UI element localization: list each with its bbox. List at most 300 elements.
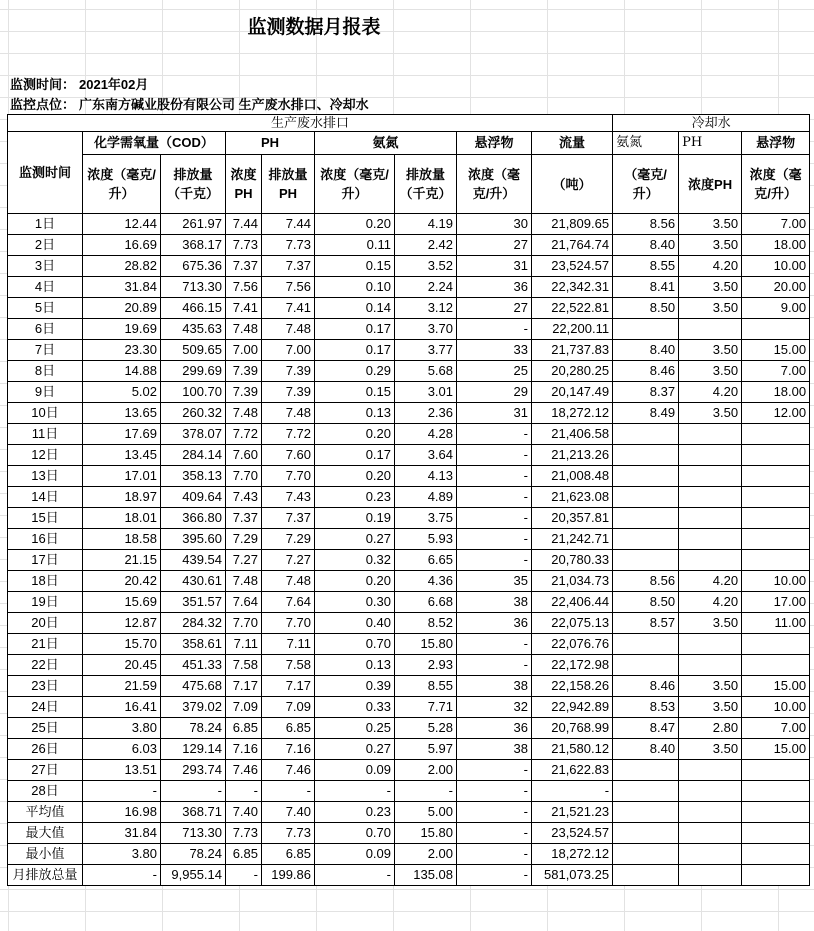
- cell-cooling-ss: [742, 487, 810, 508]
- cell-nh3-emission: 2.00: [395, 844, 457, 865]
- group-wastewater: 生产废水排口: [8, 115, 613, 132]
- cell-cooling-ss: 10.00: [742, 697, 810, 718]
- cell-nh3-emission: 6.68: [395, 592, 457, 613]
- cell-flow: 22,075.13: [532, 613, 613, 634]
- cell-nh3-emission: 3.01: [395, 382, 457, 403]
- cell-ph-emission: -: [262, 781, 315, 802]
- unit-flow: （吨）: [532, 155, 613, 214]
- cell-nh3-conc: 0.11: [315, 235, 395, 256]
- cell-ph-emission: 7.40: [262, 802, 315, 823]
- unit-cod-conc: 浓度（毫克/升）: [83, 155, 161, 214]
- unit-header-row: [8, 155, 810, 214]
- cell-ph-emission: 7.48: [262, 319, 315, 340]
- table-row: [8, 592, 810, 613]
- cell-ph-emission: 7.70: [262, 466, 315, 487]
- cell-nh3-conc: -: [315, 865, 395, 886]
- cell-flow: 18,272.12: [532, 403, 613, 424]
- table-row: [8, 865, 810, 886]
- cell-nh3-emission: 3.75: [395, 508, 457, 529]
- cell-flow: 22,158.26: [532, 676, 613, 697]
- unit-ss-conc: 浓度（毫克/升）: [457, 155, 532, 214]
- cell-ss-conc: -: [457, 634, 532, 655]
- cell-cod-emission: 284.32: [161, 613, 226, 634]
- cell-nh3-emission: 8.55: [395, 676, 457, 697]
- table-row: [8, 424, 810, 445]
- cell-time: 10日: [8, 403, 83, 424]
- cell-cod-emission: 435.63: [161, 319, 226, 340]
- cell-ph-emission: 7.48: [262, 403, 315, 424]
- cell-ph-conc: 7.70: [226, 613, 262, 634]
- table-row: [8, 697, 810, 718]
- cell-cooling-ss: 15.00: [742, 739, 810, 760]
- table-row: [8, 844, 810, 865]
- cell-ph-emission: 199.86: [262, 865, 315, 886]
- cell-ph-conc: 7.48: [226, 403, 262, 424]
- cell-ph-emission: 6.85: [262, 844, 315, 865]
- cell-cooling-ss: 7.00: [742, 718, 810, 739]
- cell-ph-conc: 7.72: [226, 424, 262, 445]
- cell-cooling-nh3: [613, 823, 679, 844]
- cell-ph-conc: 7.58: [226, 655, 262, 676]
- cell-cooling-nh3: 8.56: [613, 571, 679, 592]
- cell-time: 23日: [8, 676, 83, 697]
- cell-ph-emission: 7.73: [262, 823, 315, 844]
- cell-flow: 20,357.81: [532, 508, 613, 529]
- cell-cooling-ss: [742, 802, 810, 823]
- cell-cooling-ss: [742, 550, 810, 571]
- cell-cooling-nh3: 8.41: [613, 277, 679, 298]
- cell-cod-emission: 379.02: [161, 697, 226, 718]
- cell-ss-conc: -: [457, 466, 532, 487]
- cell-nh3-conc: 0.20: [315, 424, 395, 445]
- unit-ph-conc: 浓度PH: [226, 155, 262, 214]
- cell-cod-conc: 16.98: [83, 802, 161, 823]
- cell-cooling-nh3: 8.40: [613, 235, 679, 256]
- cell-ph-emission: 7.46: [262, 760, 315, 781]
- cell-time: 最大值: [8, 823, 83, 844]
- cell-cod-conc: 20.42: [83, 571, 161, 592]
- cell-nh3-conc: 0.30: [315, 592, 395, 613]
- cell-cod-conc: 18.01: [83, 508, 161, 529]
- cell-ph-conc: 7.70: [226, 466, 262, 487]
- table-row: [8, 214, 810, 235]
- cell-ph-emission: 7.11: [262, 634, 315, 655]
- cell-cod-conc: 18.58: [83, 529, 161, 550]
- cell-cod-emission: 466.15: [161, 298, 226, 319]
- table-row: [8, 823, 810, 844]
- cell-flow: 20,280.25: [532, 361, 613, 382]
- table-row: [8, 571, 810, 592]
- cell-cooling-ph: 4.20: [679, 592, 742, 613]
- cell-cod-conc: -: [83, 865, 161, 886]
- monthly-report-table: [7, 114, 810, 886]
- cell-cooling-ph: 3.50: [679, 613, 742, 634]
- cell-nh3-emission: 7.71: [395, 697, 457, 718]
- cell-nh3-emission: 3.77: [395, 340, 457, 361]
- group-cooling: 冷却水: [613, 115, 810, 132]
- cell-time: 18日: [8, 571, 83, 592]
- cell-ph-emission: 7.73: [262, 235, 315, 256]
- cell-flow: 22,342.31: [532, 277, 613, 298]
- cell-ph-conc: 7.39: [226, 361, 262, 382]
- cell-cod-conc: 16.69: [83, 235, 161, 256]
- table-row: [8, 340, 810, 361]
- cell-cooling-ss: 18.00: [742, 235, 810, 256]
- cell-cooling-nh3: 8.53: [613, 697, 679, 718]
- cell-time: 3日: [8, 256, 83, 277]
- cell-cod-conc: 18.97: [83, 487, 161, 508]
- cell-nh3-emission: 15.80: [395, 634, 457, 655]
- cell-nh3-conc: 0.10: [315, 277, 395, 298]
- cell-cooling-ph: 3.50: [679, 235, 742, 256]
- cell-ph-conc: 7.73: [226, 235, 262, 256]
- cell-cooling-ph: [679, 844, 742, 865]
- cell-ph-conc: 7.48: [226, 571, 262, 592]
- cell-cod-conc: 31.84: [83, 277, 161, 298]
- cell-cooling-ph: 3.50: [679, 403, 742, 424]
- header-ss: 悬浮物: [457, 132, 532, 155]
- cell-flow: 23,524.57: [532, 256, 613, 277]
- cell-ph-conc: 7.37: [226, 256, 262, 277]
- header-flow: 流量: [532, 132, 613, 155]
- cell-nh3-conc: 0.15: [315, 256, 395, 277]
- cell-flow: 22,406.44: [532, 592, 613, 613]
- cell-nh3-emission: 3.70: [395, 319, 457, 340]
- cell-time: 5日: [8, 298, 83, 319]
- cell-ss-conc: -: [457, 823, 532, 844]
- cell-cod-emission: 129.14: [161, 739, 226, 760]
- cell-flow: 20,147.49: [532, 382, 613, 403]
- table-row: [8, 676, 810, 697]
- cell-time: 27日: [8, 760, 83, 781]
- cell-flow: 21,521.23: [532, 802, 613, 823]
- report-title: 监测数据月报表: [247, 17, 381, 38]
- cell-cod-emission: 451.33: [161, 655, 226, 676]
- cell-ph-conc: 7.11: [226, 634, 262, 655]
- cell-cooling-ph: 3.50: [679, 361, 742, 382]
- cell-ph-conc: 7.37: [226, 508, 262, 529]
- cell-cooling-ph: [679, 424, 742, 445]
- cell-ph-conc: 7.16: [226, 739, 262, 760]
- cell-nh3-conc: 0.19: [315, 508, 395, 529]
- cell-cod-conc: 23.30: [83, 340, 161, 361]
- cell-cooling-nh3: 8.49: [613, 403, 679, 424]
- cell-ph-emission: 7.72: [262, 424, 315, 445]
- table-row: [8, 781, 810, 802]
- table-row: [8, 382, 810, 403]
- cell-ss-conc: 27: [457, 235, 532, 256]
- cell-cooling-ss: 18.00: [742, 382, 810, 403]
- cell-cooling-ss: 11.00: [742, 613, 810, 634]
- cell-ph-emission: 7.60: [262, 445, 315, 466]
- cell-ss-conc: -: [457, 865, 532, 886]
- cell-cod-emission: 299.69: [161, 361, 226, 382]
- cell-cod-conc: 13.65: [83, 403, 161, 424]
- cell-time: 7日: [8, 340, 83, 361]
- cell-ph-conc: 7.09: [226, 697, 262, 718]
- cell-flow: 23,524.57: [532, 823, 613, 844]
- cell-nh3-emission: 4.19: [395, 214, 457, 235]
- cell-nh3-conc: 0.17: [315, 319, 395, 340]
- cell-cod-emission: 366.80: [161, 508, 226, 529]
- monitoring-site: [10, 94, 373, 113]
- cell-cooling-nh3: 8.55: [613, 256, 679, 277]
- cell-nh3-conc: 0.32: [315, 550, 395, 571]
- table-row: [8, 529, 810, 550]
- cell-cooling-ph: 3.50: [679, 676, 742, 697]
- cell-cod-conc: 6.03: [83, 739, 161, 760]
- cell-cooling-ss: 10.00: [742, 571, 810, 592]
- cell-cod-emission: 261.97: [161, 214, 226, 235]
- cell-time: 9日: [8, 382, 83, 403]
- cell-cod-conc: 15.70: [83, 634, 161, 655]
- cell-cooling-ss: 12.00: [742, 403, 810, 424]
- cell-ph-conc: 6.85: [226, 718, 262, 739]
- cell-cooling-ss: [742, 634, 810, 655]
- cell-ph-emission: 7.44: [262, 214, 315, 235]
- cell-time: 28日: [8, 781, 83, 802]
- table-row: [8, 466, 810, 487]
- cell-cooling-ph: [679, 529, 742, 550]
- cell-cod-emission: 9,955.14: [161, 865, 226, 886]
- header-ph: PH: [226, 132, 315, 155]
- table-row: [8, 235, 810, 256]
- cell-ph-conc: 7.48: [226, 319, 262, 340]
- cell-ph-conc: 7.43: [226, 487, 262, 508]
- cell-cooling-ss: [742, 508, 810, 529]
- cell-ss-conc: 31: [457, 403, 532, 424]
- cell-cod-emission: 713.30: [161, 823, 226, 844]
- cell-nh3-conc: 0.70: [315, 634, 395, 655]
- cell-flow: 18,272.12: [532, 844, 613, 865]
- cell-cooling-ph: [679, 865, 742, 886]
- cell-nh3-conc: 0.29: [315, 361, 395, 382]
- cell-ph-conc: 7.46: [226, 760, 262, 781]
- cell-ph-emission: 7.39: [262, 361, 315, 382]
- cell-cod-conc: 12.87: [83, 613, 161, 634]
- cell-flow: 21,580.12: [532, 739, 613, 760]
- cell-nh3-conc: 0.27: [315, 739, 395, 760]
- cell-ss-conc: -: [457, 487, 532, 508]
- cell-cod-emission: -: [161, 781, 226, 802]
- cell-nh3-conc: 0.14: [315, 298, 395, 319]
- header-cooling-ph: PH: [679, 132, 742, 155]
- cell-ph-conc: 7.27: [226, 550, 262, 571]
- unit-cooling-nh3: （毫克/升）: [613, 155, 679, 214]
- cell-cooling-ph: [679, 760, 742, 781]
- cell-cod-conc: 31.84: [83, 823, 161, 844]
- cell-ss-conc: 32: [457, 697, 532, 718]
- cell-ph-emission: 7.00: [262, 340, 315, 361]
- cell-time: 17日: [8, 550, 83, 571]
- table-row: [8, 277, 810, 298]
- cell-ss-conc: 25: [457, 361, 532, 382]
- cell-cooling-ss: [742, 760, 810, 781]
- cell-nh3-emission: 2.00: [395, 760, 457, 781]
- monitoring-time-value: 2021年02月: [79, 77, 149, 92]
- unit-cod-emission: 排放量（千克）: [161, 155, 226, 214]
- cell-cooling-nh3: 8.40: [613, 739, 679, 760]
- cell-ss-conc: 31: [457, 256, 532, 277]
- cell-ss-conc: 38: [457, 676, 532, 697]
- cell-nh3-emission: 5.00: [395, 802, 457, 823]
- cell-time: 平均值: [8, 802, 83, 823]
- cell-ph-conc: 7.41: [226, 298, 262, 319]
- cell-cooling-ph: [679, 445, 742, 466]
- cell-ph-emission: 7.39: [262, 382, 315, 403]
- unit-nh3-conc: 浓度（毫克/升）: [315, 155, 395, 214]
- cell-cod-conc: 20.45: [83, 655, 161, 676]
- cell-cooling-ss: [742, 655, 810, 676]
- cell-ss-conc: -: [457, 445, 532, 466]
- cell-flow: 21,242.71: [532, 529, 613, 550]
- table-row: [8, 802, 810, 823]
- cell-cod-emission: 78.24: [161, 844, 226, 865]
- cell-cooling-ss: 15.00: [742, 340, 810, 361]
- cell-cooling-nh3: [613, 508, 679, 529]
- cell-flow: -: [532, 781, 613, 802]
- cell-ss-conc: 27: [457, 298, 532, 319]
- cell-time: 25日: [8, 718, 83, 739]
- cell-cod-conc: 13.51: [83, 760, 161, 781]
- cell-cooling-ss: [742, 319, 810, 340]
- cell-cooling-ss: 10.00: [742, 256, 810, 277]
- cell-flow: 22,522.81: [532, 298, 613, 319]
- cell-flow: 21,406.58: [532, 424, 613, 445]
- cell-time: 月排放总量: [8, 865, 83, 886]
- cell-cooling-ph: [679, 634, 742, 655]
- cell-cooling-nh3: [613, 550, 679, 571]
- cell-nh3-conc: 0.25: [315, 718, 395, 739]
- cell-ph-conc: 7.39: [226, 382, 262, 403]
- cell-cod-emission: 713.30: [161, 277, 226, 298]
- cell-cooling-ss: 15.00: [742, 676, 810, 697]
- cell-cooling-ph: [679, 466, 742, 487]
- cell-nh3-emission: 3.12: [395, 298, 457, 319]
- cell-cod-conc: 3.80: [83, 844, 161, 865]
- cell-nh3-conc: 0.33: [315, 697, 395, 718]
- table-row: [8, 403, 810, 424]
- cell-flow: 20,780.33: [532, 550, 613, 571]
- cell-cooling-ph: 4.20: [679, 382, 742, 403]
- cell-ph-emission: 7.70: [262, 613, 315, 634]
- cell-ss-conc: 38: [457, 739, 532, 760]
- cell-cod-emission: 78.24: [161, 718, 226, 739]
- table-row: [8, 298, 810, 319]
- cell-cooling-nh3: [613, 760, 679, 781]
- unit-nh3-emission: 排放量（千克）: [395, 155, 457, 214]
- cell-nh3-emission: 2.42: [395, 235, 457, 256]
- cell-nh3-emission: 2.93: [395, 655, 457, 676]
- cell-time: 19日: [8, 592, 83, 613]
- cell-flow: 22,200.11: [532, 319, 613, 340]
- cell-flow: 21,764.74: [532, 235, 613, 256]
- cell-nh3-conc: 0.20: [315, 466, 395, 487]
- cell-ss-conc: 33: [457, 340, 532, 361]
- cell-cod-conc: 3.80: [83, 718, 161, 739]
- unit-ph-emission: 排放量PH: [262, 155, 315, 214]
- cell-time: 14日: [8, 487, 83, 508]
- cell-flow: 20,768.99: [532, 718, 613, 739]
- cell-flow: 21,213.26: [532, 445, 613, 466]
- cell-ss-conc: -: [457, 319, 532, 340]
- cell-nh3-emission: 5.97: [395, 739, 457, 760]
- cell-cooling-ss: [742, 844, 810, 865]
- cell-cod-emission: 409.64: [161, 487, 226, 508]
- cell-cooling-nh3: [613, 319, 679, 340]
- cell-flow: 22,172.98: [532, 655, 613, 676]
- cell-time: 4日: [8, 277, 83, 298]
- cell-cooling-nh3: [613, 781, 679, 802]
- cell-nh3-emission: -: [395, 781, 457, 802]
- cell-nh3-emission: 5.28: [395, 718, 457, 739]
- cell-ph-emission: 7.09: [262, 697, 315, 718]
- cell-ph-emission: 6.85: [262, 718, 315, 739]
- cell-ss-conc: 30: [457, 214, 532, 235]
- cell-ph-conc: 7.29: [226, 529, 262, 550]
- cell-ss-conc: -: [457, 550, 532, 571]
- cell-nh3-emission: 6.65: [395, 550, 457, 571]
- cell-time: 24日: [8, 697, 83, 718]
- cell-cod-emission: 358.13: [161, 466, 226, 487]
- cell-cod-conc: 16.41: [83, 697, 161, 718]
- cell-ss-conc: 36: [457, 613, 532, 634]
- cell-ph-conc: 7.40: [226, 802, 262, 823]
- unit-cooling-ph: 浓度PH: [679, 155, 742, 214]
- monitoring-time: [10, 74, 152, 93]
- cell-cooling-nh3: [613, 802, 679, 823]
- cell-cooling-ph: [679, 487, 742, 508]
- cell-cooling-nh3: 8.50: [613, 592, 679, 613]
- cell-ss-conc: -: [457, 760, 532, 781]
- cell-cooling-ss: [742, 781, 810, 802]
- cell-ph-conc: 7.56: [226, 277, 262, 298]
- cell-cooling-nh3: [613, 529, 679, 550]
- cell-flow: 21,809.65: [532, 214, 613, 235]
- cell-ss-conc: -: [457, 424, 532, 445]
- cell-ph-emission: 7.48: [262, 571, 315, 592]
- table-row: [8, 487, 810, 508]
- cell-nh3-conc: 0.13: [315, 655, 395, 676]
- cell-cooling-nh3: [613, 466, 679, 487]
- cell-cooling-ph: [679, 823, 742, 844]
- cell-nh3-emission: 2.36: [395, 403, 457, 424]
- cell-time: 最小值: [8, 844, 83, 865]
- cell-nh3-conc: 0.20: [315, 214, 395, 235]
- cell-ph-emission: 7.27: [262, 550, 315, 571]
- cell-ph-conc: 7.64: [226, 592, 262, 613]
- cell-nh3-conc: 0.13: [315, 403, 395, 424]
- cell-cod-emission: 284.14: [161, 445, 226, 466]
- cell-cod-conc: 19.69: [83, 319, 161, 340]
- cell-nh3-emission: 2.24: [395, 277, 457, 298]
- cell-ph-conc: 6.85: [226, 844, 262, 865]
- cell-cooling-nh3: [613, 865, 679, 886]
- cell-cooling-ss: [742, 865, 810, 886]
- cell-cod-emission: 378.07: [161, 424, 226, 445]
- cell-ss-conc: -: [457, 655, 532, 676]
- cell-cooling-ph: [679, 802, 742, 823]
- cell-time: 22日: [8, 655, 83, 676]
- cell-nh3-conc: 0.40: [315, 613, 395, 634]
- cell-ph-emission: 7.17: [262, 676, 315, 697]
- cell-ss-conc: 29: [457, 382, 532, 403]
- cell-cod-emission: 351.57: [161, 592, 226, 613]
- cell-cod-emission: 358.61: [161, 634, 226, 655]
- cell-nh3-emission: 135.08: [395, 865, 457, 886]
- cell-cooling-nh3: [613, 844, 679, 865]
- cell-cod-emission: 439.54: [161, 550, 226, 571]
